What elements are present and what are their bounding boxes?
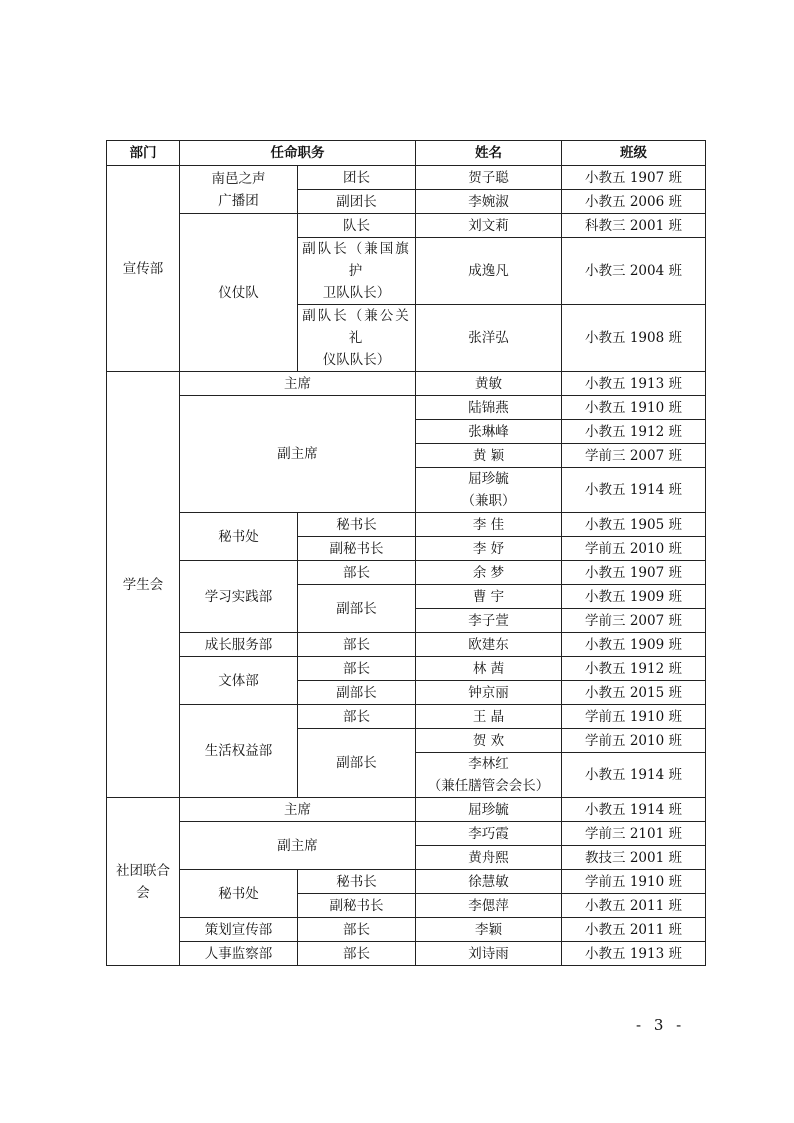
position-line1: 副队长（兼国旗护 xyxy=(302,241,411,279)
class-cell: 小教五 1913 班 xyxy=(562,372,706,396)
position-cell: 秘书长 xyxy=(298,513,416,537)
table-row xyxy=(107,918,706,942)
position-cell: 副主席 xyxy=(180,822,416,870)
subdept-secretariat: 秘书处 xyxy=(180,870,298,918)
class-cell: 小教五 1908 班 xyxy=(562,305,706,372)
position-line1: 副队长（兼公关礼 xyxy=(302,308,411,346)
header-class: 班级 xyxy=(562,141,706,166)
name-cell: 黄敏 xyxy=(416,372,562,396)
table-row xyxy=(107,513,706,537)
name-cell: 王 晶 xyxy=(416,705,562,729)
dept-cell-xuanchuan: 宣传部 xyxy=(107,166,180,372)
table-row xyxy=(107,396,706,420)
class-cell: 小教五 1912 班 xyxy=(562,657,706,681)
position-cell: 副部长 xyxy=(298,729,416,798)
position-cell: 部长 xyxy=(298,705,416,729)
subdept-culture: 文体部 xyxy=(180,657,298,705)
name-cell: 徐慧敏 xyxy=(416,870,562,894)
position-cell: 部长 xyxy=(298,918,416,942)
name-cell: 李颖 xyxy=(416,918,562,942)
position-cell: 副团长 xyxy=(298,190,416,214)
subdept-broadcast xyxy=(180,166,298,214)
dept-cell-shetuan xyxy=(107,798,180,966)
name-cell: 黄 颖 xyxy=(416,444,562,468)
position-cell: 主席 xyxy=(180,372,416,396)
position-cell: 部长 xyxy=(298,633,416,657)
name-cell: 曹 宇 xyxy=(416,585,562,609)
dept-cell-xueshenghui: 学生会 xyxy=(107,372,180,798)
table-row xyxy=(107,214,706,238)
position-cell: 部长 xyxy=(298,561,416,585)
table-row xyxy=(107,561,706,585)
position-cell: 主席 xyxy=(180,798,416,822)
class-cell: 学前三 2007 班 xyxy=(562,444,706,468)
class-cell: 教技三 2001 班 xyxy=(562,846,706,870)
dept-shetuan-line2: 会 xyxy=(136,884,150,901)
dept-shetuan-line1: 社团联合 xyxy=(116,862,170,879)
subdept-practice: 学习实践部 xyxy=(180,561,298,633)
header-name: 姓名 xyxy=(416,141,562,166)
table-row xyxy=(107,705,706,729)
class-cell: 小教五 1914 班 xyxy=(562,753,706,798)
name-cell: 张洋弘 xyxy=(416,305,562,372)
name-cell: 陆锦燕 xyxy=(416,396,562,420)
name-line2: （兼任膳管会会长） xyxy=(427,778,550,794)
class-cell: 小教五 1905 班 xyxy=(562,513,706,537)
class-cell: 小教五 1914 班 xyxy=(562,798,706,822)
subdept-broadcast-line2: 广播团 xyxy=(218,192,259,209)
class-cell: 小教三 2004 班 xyxy=(562,238,706,305)
table-row xyxy=(107,166,706,190)
subdept-honor-guard: 仪仗队 xyxy=(180,214,298,372)
name-cell: 李子萱 xyxy=(416,609,562,633)
table-header-row xyxy=(107,141,706,166)
name-cell: 李偲萍 xyxy=(416,894,562,918)
position-cell: 团长 xyxy=(298,166,416,190)
class-cell: 小教五 1907 班 xyxy=(562,561,706,585)
table-row xyxy=(107,372,706,396)
page-number: - 3 - xyxy=(636,1016,686,1034)
subdept-supervision: 人事监察部 xyxy=(180,942,298,966)
class-cell: 小教五 1912 班 xyxy=(562,420,706,444)
table-row xyxy=(107,657,706,681)
name-line2: （兼职） xyxy=(461,493,516,509)
table-row xyxy=(107,633,706,657)
position-cell: 副部长 xyxy=(298,681,416,705)
class-cell: 学前五 1910 班 xyxy=(562,705,706,729)
subdept-growth: 成长服务部 xyxy=(180,633,298,657)
class-cell: 小教五 1907 班 xyxy=(562,166,706,190)
name-cell: 李 佳 xyxy=(416,513,562,537)
name-cell: 刘文莉 xyxy=(416,214,562,238)
roster-table xyxy=(106,140,706,966)
subdept-secretariat: 秘书处 xyxy=(180,513,298,561)
position-cell-multiline xyxy=(298,238,416,305)
position-cell: 副秘书长 xyxy=(298,537,416,561)
class-cell: 小教五 2015 班 xyxy=(562,681,706,705)
position-cell: 部长 xyxy=(298,657,416,681)
position-cell-multiline xyxy=(298,305,416,372)
name-cell: 贺 欢 xyxy=(416,729,562,753)
table-row xyxy=(107,822,706,846)
name-cell: 欧建东 xyxy=(416,633,562,657)
table-row xyxy=(107,942,706,966)
class-cell: 小教五 1909 班 xyxy=(562,633,706,657)
class-cell: 学前五 2010 班 xyxy=(562,729,706,753)
name-line1: 李林红 xyxy=(468,756,509,772)
name-cell: 李婉淑 xyxy=(416,190,562,214)
name-cell: 黄舟熙 xyxy=(416,846,562,870)
name-cell: 刘诗雨 xyxy=(416,942,562,966)
name-cell: 贺子聪 xyxy=(416,166,562,190)
name-cell: 钟京丽 xyxy=(416,681,562,705)
header-position: 任命职务 xyxy=(180,141,416,166)
class-cell: 小教五 2011 班 xyxy=(562,894,706,918)
position-cell: 秘书长 xyxy=(298,870,416,894)
position-cell: 副秘书长 xyxy=(298,894,416,918)
position-cell: 部长 xyxy=(298,942,416,966)
table-row xyxy=(107,870,706,894)
class-cell: 学前三 2007 班 xyxy=(562,609,706,633)
class-cell: 小教五 1914 班 xyxy=(562,468,706,513)
name-cell: 林 茜 xyxy=(416,657,562,681)
name-cell: 张琳峰 xyxy=(416,420,562,444)
position-cell: 副主席 xyxy=(180,396,416,513)
class-cell: 小教五 2006 班 xyxy=(562,190,706,214)
class-cell: 学前五 1910 班 xyxy=(562,870,706,894)
position-cell: 队长 xyxy=(298,214,416,238)
name-cell: 余 梦 xyxy=(416,561,562,585)
name-cell: 李 妤 xyxy=(416,537,562,561)
name-cell: 成逸凡 xyxy=(416,238,562,305)
name-cell-multiline xyxy=(416,468,562,513)
subdept-broadcast-line1: 南邑之声 xyxy=(211,170,266,187)
name-cell: 李巧霞 xyxy=(416,822,562,846)
table-row xyxy=(107,798,706,822)
subdept-planning: 策划宣传部 xyxy=(180,918,298,942)
class-cell: 科教三 2001 班 xyxy=(562,214,706,238)
class-cell: 学前五 2010 班 xyxy=(562,537,706,561)
position-line2: 仪队队长） xyxy=(322,352,391,368)
position-cell: 副部长 xyxy=(298,585,416,633)
name-line1: 屈珍毓 xyxy=(468,471,509,487)
class-cell: 小教五 1909 班 xyxy=(562,585,706,609)
name-cell-multiline xyxy=(416,753,562,798)
class-cell: 学前三 2101 班 xyxy=(562,822,706,846)
subdept-rights: 生活权益部 xyxy=(180,705,298,798)
position-line2: 卫队队长） xyxy=(322,285,391,301)
header-dept: 部门 xyxy=(107,141,180,166)
class-cell: 小教五 1913 班 xyxy=(562,942,706,966)
class-cell: 小教五 2011 班 xyxy=(562,918,706,942)
name-cell: 屈珍毓 xyxy=(416,798,562,822)
class-cell: 小教五 1910 班 xyxy=(562,396,706,420)
